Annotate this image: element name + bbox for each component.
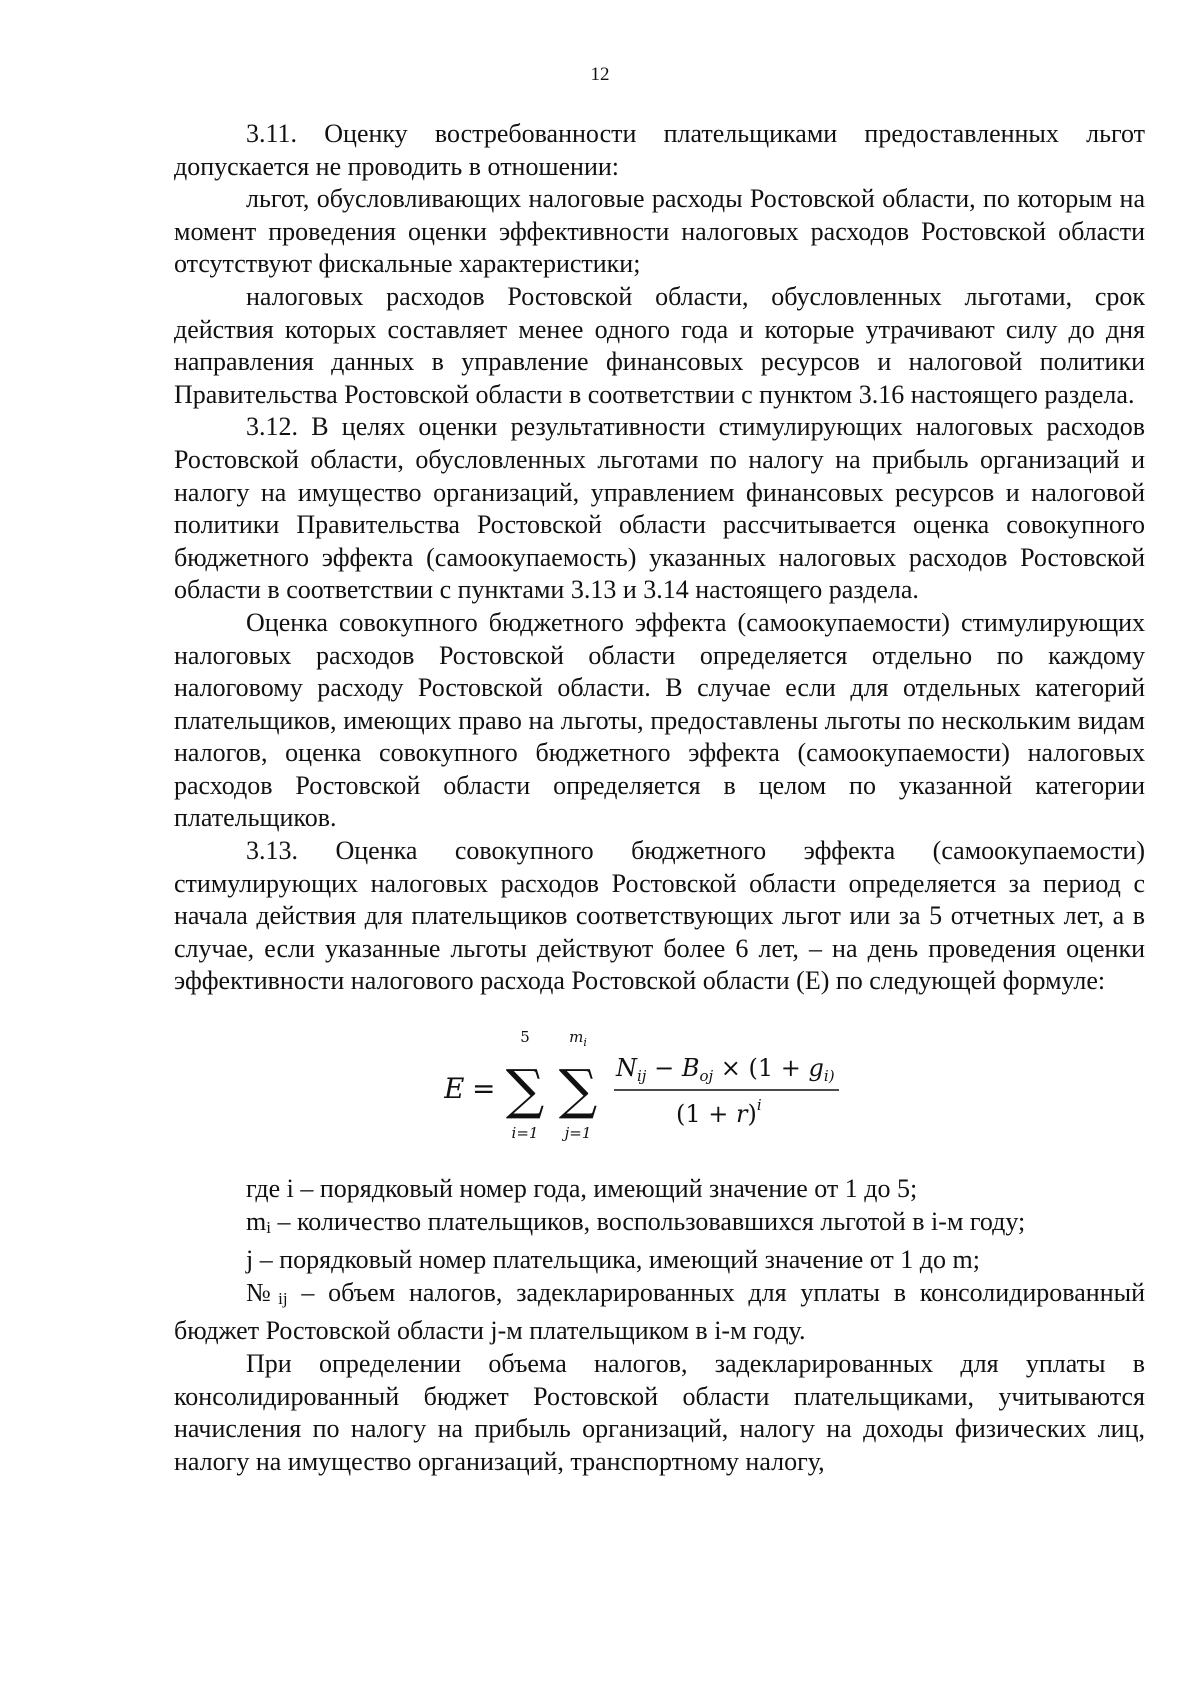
paragraph-3-12: 3.12. В целях оценки результативности стимулирующих налоговых расходов Ростовской области, обусловленных льготами по налогу на прибыль организаций и налогу на имущество организаций, управлением финансовых ресурсов и налоговой политики Правительства Ростовской области рассчитывается оценка совокупного бюджетного эффекта (самоокупаемость) указанных налоговых расходов Ростовской области в соответствии с пунктами 3.13 и 3.14 настоящего раздела. <box>174 412 1145 605</box>
sum-i-upper: 5 <box>520 1028 530 1047</box>
sum-j-symbol: ∑ <box>558 1058 598 1122</box>
page-number: 12 <box>590 64 610 85</box>
document-body <box>174 118 1145 1478</box>
definition-j: j – порядковый номер плательщика, имеющий значение от 1 до m; <box>246 1245 980 1275</box>
budget-effect-formula <box>174 998 1145 1173</box>
definition-n: №ij – объем налогов, задекларированных для уплаты в консолидированный бюджет Ростовской области j-м плательщиком в i-м году. <box>174 1277 1145 1346</box>
paragraph-exemption-fiscal: льгот, обусловливающих налоговые расходы Ростовской области, по которым на момент проведения оценки эффективности налоговых расходов Ростовской области отсутствуют фискальные характеристики; <box>174 184 1145 279</box>
formula-lhs: E <box>444 1072 465 1106</box>
formula-definitions <box>174 1173 1145 1348</box>
paragraph-3-13: 3.13. Оценка совокупного бюджетного эффекта (самоокупаемости) стимулирующих налоговых расходов Ростовской области определяется за период с начала действия для плательщиков соответствующих льгот или за 5 отчетных лет, а в случае, если указанные льготы действуют более 6 лет, – на день проведения оценки эффективности налогового расхода Ростовской области (E) по следующей формуле: <box>174 836 1145 996</box>
sum-i-lower: i=1 <box>511 1124 539 1143</box>
formula-denominator: $(1 + r)^i$ <box>676 1096 762 1129</box>
formula-svg <box>444 1018 864 1158</box>
paragraph-taxes-included: При определении объема налогов, задекларированных для уплаты в консолидированный бюджет Ростовской области плательщиками, учитываются начисления по налогу на прибыль организаций, налогу на доходы физических лиц, налогу на имущество организаций, транспортному налогу, <box>174 1349 1145 1476</box>
definition-m: mi – количество плательщиков, воспользовавшихся льготой в i-м году; <box>246 1206 1026 1237</box>
sum-i-symbol: ∑ <box>505 1058 545 1122</box>
definition-i: где i – порядковый номер года, имеющий значение от 1 до 5; <box>246 1174 918 1204</box>
sum-j-lower: j=1 <box>564 1124 592 1143</box>
paragraph-exemption-duration: налоговых расходов Ростовской области, обусловленных льготами, срок действия которых составляет менее одного года и которые утрачивают силу до дня направления данных в управление финансовых ресурсов и налоговой политики Правительства Ростовской области в соответствии с пунктом 3.16 настоящего раздела. <box>174 281 1145 409</box>
formula-equals: = <box>472 1072 496 1106</box>
paragraph-assessment: Оценка совокупного бюджетного эффекта (самоокупаемости) стимулирующих налоговых расходов Ростовской области определяется отдельно по каждому налоговому расходу Ростовской области. В случае если для отдельных категорий плательщиков, имеющих право на льготы, предоставлены льготы по нескольким видам налогов, оценка совокупного бюджетного эффекта (самоокупаемости) налоговых расходов Ростовской области определяется в целом по указанной категории плательщиков. <box>174 607 1145 833</box>
paragraph-3-11: 3.11. Оценку востребованности плательщиками предоставленных льгот допускается не проводить в отношении: <box>174 119 1145 181</box>
formula-numerator: $N_{ij} - B_{oj} \times (1 + g_{i)}$ <box>616 1054 835 1086</box>
sum-j-upper: $m_i$ <box>569 1028 587 1050</box>
